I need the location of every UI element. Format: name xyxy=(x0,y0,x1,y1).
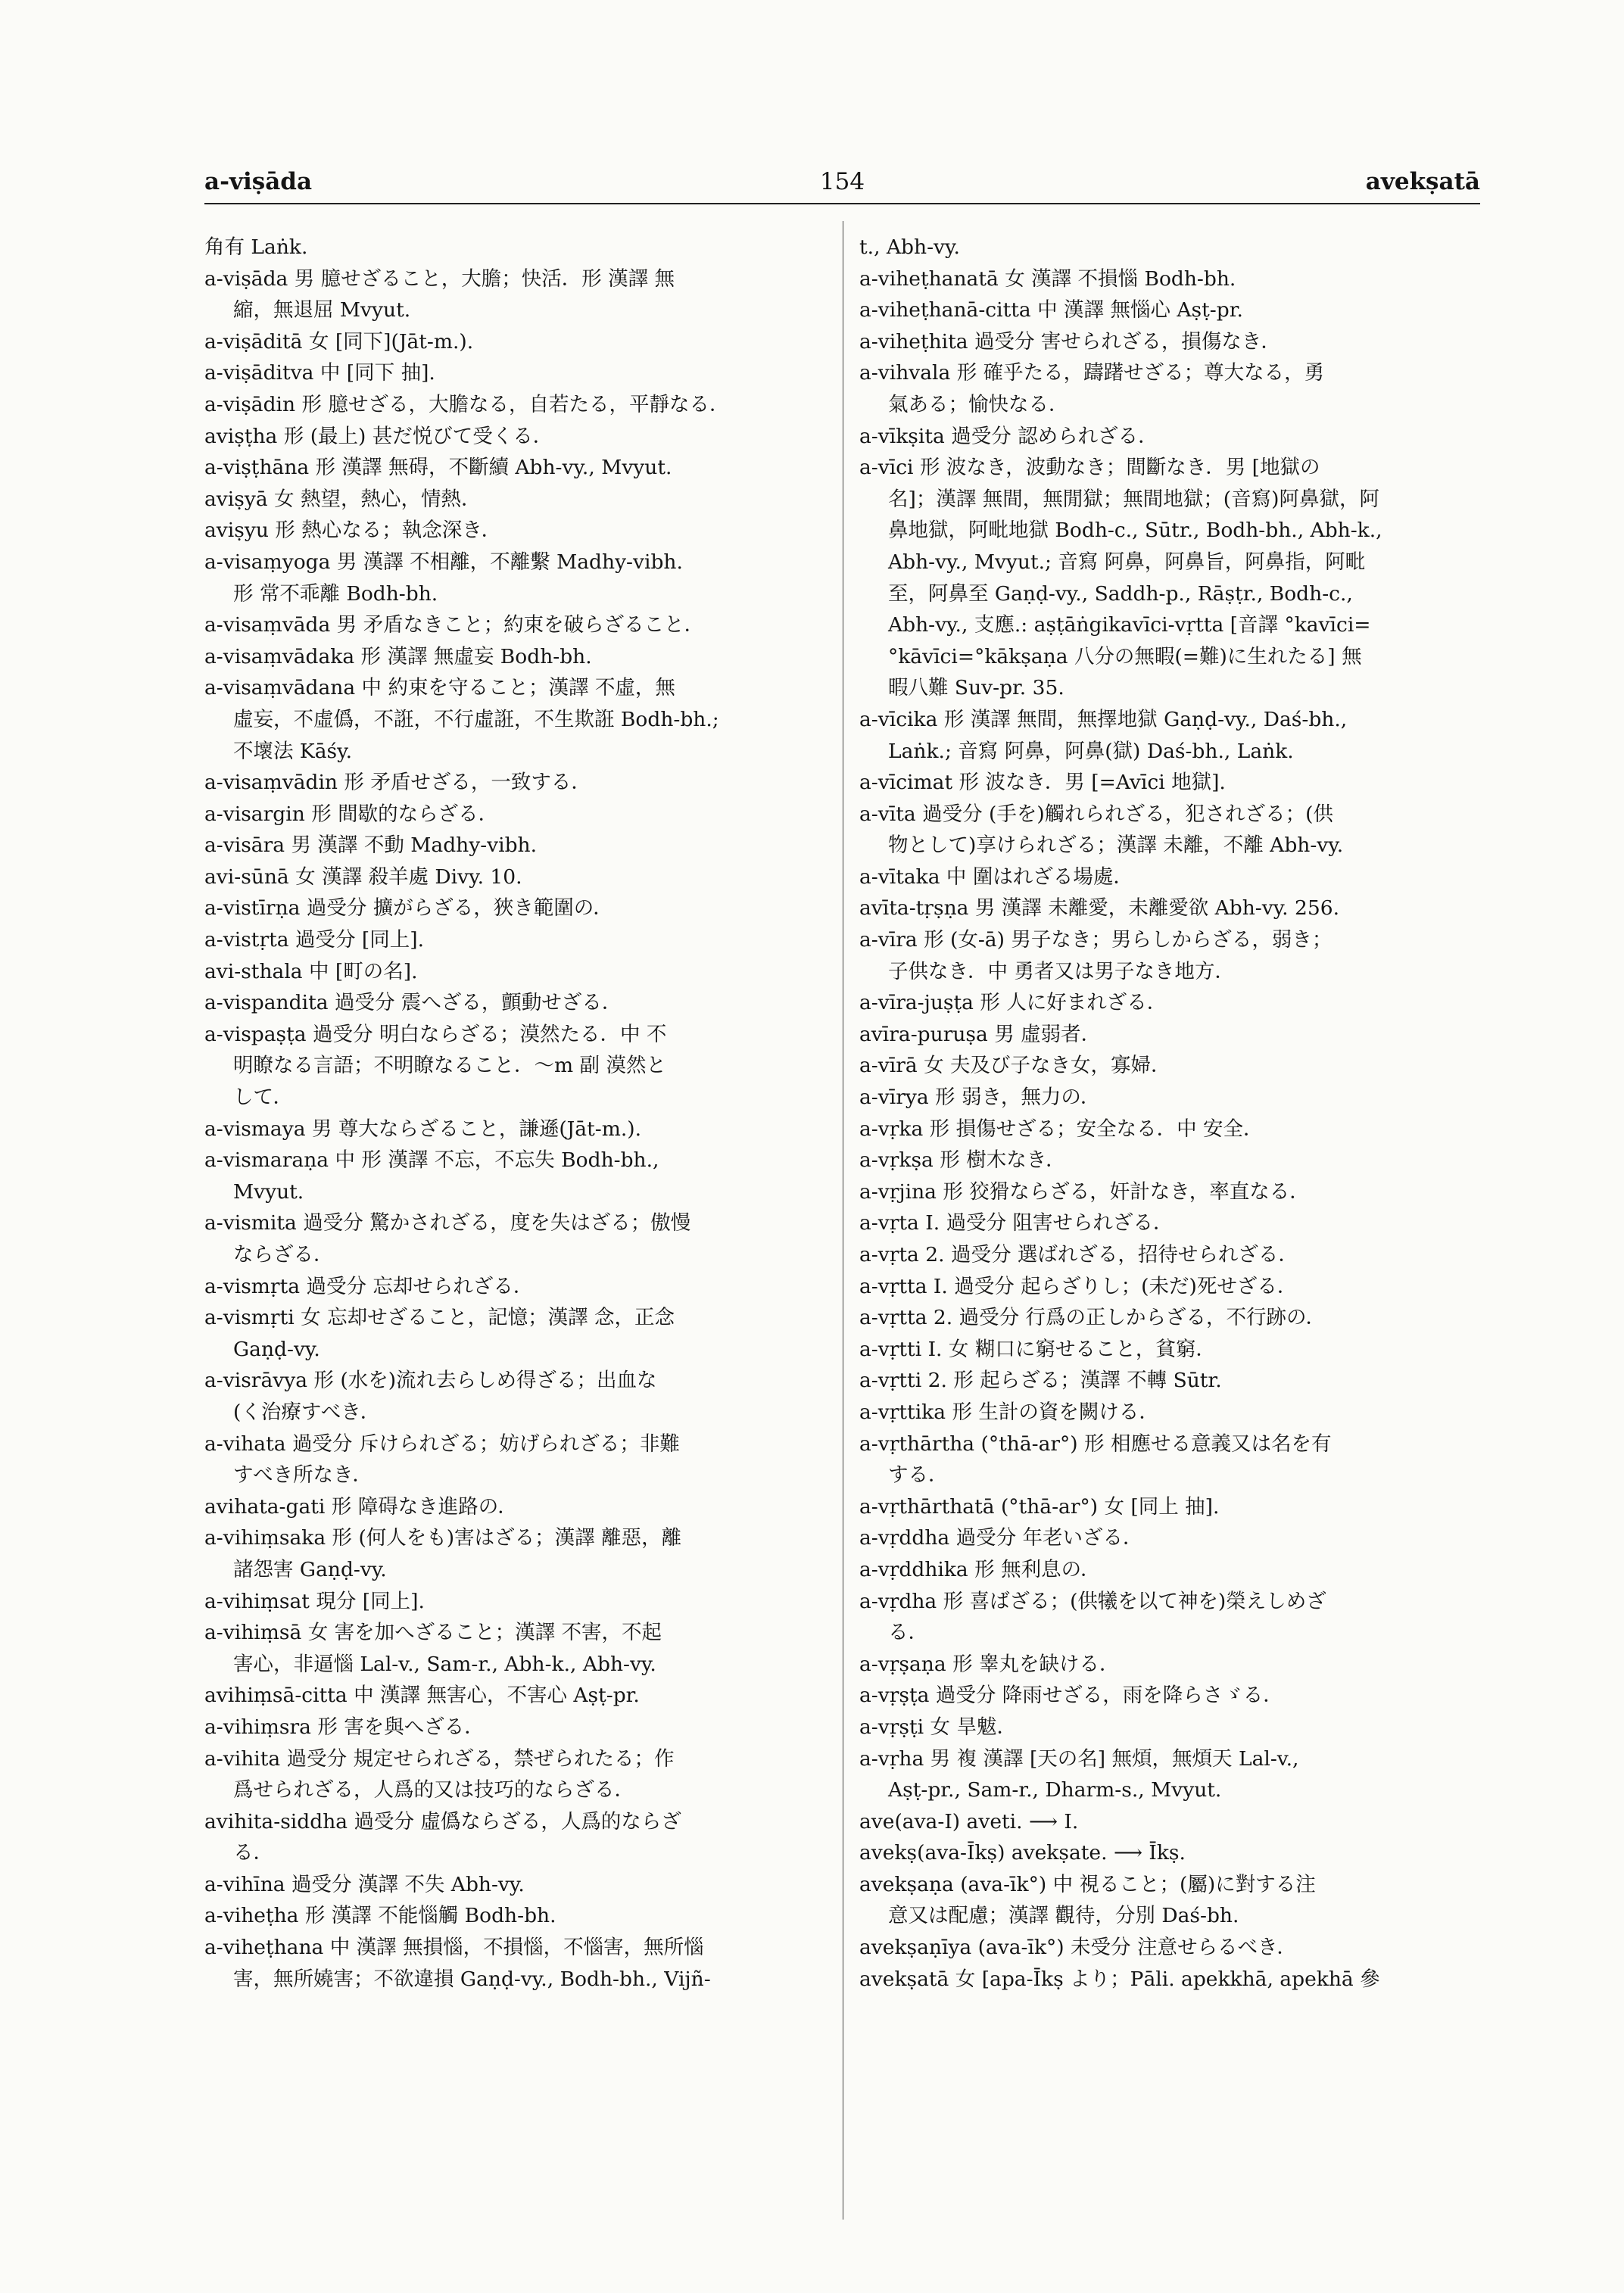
entry-line: avihiṃsā-citta 中 漢譯 無害心，不害心 Aṣṭ-pr. xyxy=(204,1684,640,1708)
dictionary-entry xyxy=(204,1019,818,1114)
entry-line: (く治療すべき． xyxy=(233,1400,381,1424)
entry-line: する． xyxy=(888,1463,949,1488)
entry-line: a-vṛthārtha (°thā-ar°) 形 相應せる意義又は名を有 xyxy=(859,1432,1332,1456)
entry-line: Gaṇḍ-vy. xyxy=(233,1337,320,1361)
entry-line: 明瞭なる言語；不明瞭なること．～m 副 漠然と xyxy=(233,1054,666,1078)
dictionary-entry xyxy=(204,1207,818,1270)
dictionary-entry xyxy=(204,799,818,830)
entry-line: a-vītaka 中 圍はれざる場處． xyxy=(859,865,1133,889)
entry-line: a-vismṛti 女 忘却せざること，記憶；漢譯 念，正念 xyxy=(204,1306,675,1330)
entry-line: a-vismaraṇa 中 形 漢譯 不忘，不忘失 Bodh-bh., xyxy=(204,1148,659,1173)
entry-line: 害，無所嬈害；不欲違損 Gaṇḍ-vy., Bodh-bh., Vijñ- xyxy=(233,1967,711,1991)
entry-line: °kāvīci=°kākṣaṇa 八分の無暇(=難)に生れたる] 無 xyxy=(888,644,1362,668)
entry-line: a-viṣāditā 女 [同下](Jāt-m.). xyxy=(204,329,474,354)
entry-line: a-vīci 形 波なき，波動なき；間斷なき．男 [地獄の xyxy=(859,456,1320,480)
entry-line: Abh-vy., Mvyut.; 音寫 阿鼻，阿鼻旨，阿鼻指，阿毗 xyxy=(888,550,1366,574)
dictionary-entry xyxy=(859,1176,1476,1208)
dictionary-entry xyxy=(859,1397,1476,1428)
dictionary-entry xyxy=(204,893,818,924)
entry-line: Aṣṭ-pr., Sam-r., Dharm-s., Mvyut. xyxy=(888,1778,1222,1802)
entry-line: a-vihīna 過受分 漢譯 不失 Abh-vy. xyxy=(204,1872,525,1896)
entry-line: avekṣatā 女 [apa-Īkṣ より；Pāli. apekkhā, apekhā 參 xyxy=(859,1967,1380,1991)
dictionary-entry xyxy=(204,421,818,453)
page-header xyxy=(204,168,1480,206)
entry-line: aviṣṭha 形 (最上) 甚だ悦びて受くる． xyxy=(204,424,553,448)
entry-line: a-vṛkṣa 形 樹木なき． xyxy=(859,1148,1066,1173)
entry-line: a-visaṃvādin 形 矛盾せざる，一致する． xyxy=(204,771,591,795)
entry-line: して． xyxy=(233,1086,293,1110)
dictionary-entry xyxy=(204,987,818,1019)
entry-line: a-vīrā 女 夫及び子なき女，寡婦． xyxy=(859,1054,1171,1078)
entry-line: a-vismaya 男 尊大ならざること，謙遜(Jāt-m.). xyxy=(204,1117,642,1141)
entry-line: 諸怨害 Gaṇḍ-vy. xyxy=(233,1557,387,1581)
page-number: 154 xyxy=(819,168,865,195)
dictionary-entry xyxy=(859,1554,1476,1586)
dictionary-entry xyxy=(859,326,1476,358)
dictionary-entry xyxy=(859,1114,1476,1145)
dictionary-entry xyxy=(204,547,818,609)
left-running-headword: a-viṣāda xyxy=(204,168,313,195)
entry-line: a-vihiṃsat 現分 [同上]. xyxy=(204,1589,425,1613)
entry-line: aviṣyā 女 熱望，熱心，情熱． xyxy=(204,487,482,511)
entry-line: a-vṛtta 2. 過受分 行爲の正しからざる，不行跡の． xyxy=(859,1306,1326,1330)
entry-line: avihita-siddha 過受分 虛僞ならざる，人爲的ならざ xyxy=(204,1809,681,1833)
entry-line: る． xyxy=(233,1841,273,1865)
entry-line: ならざる． xyxy=(233,1243,334,1266)
dictionary-entry xyxy=(859,1365,1476,1397)
entry-line: 暇八難 Suv-pr. 35. xyxy=(888,676,1064,700)
dictionary-entry xyxy=(204,1365,818,1428)
entry-line: a-vṛthārthatā (°thā-ar°) 女 [同上 抽]. xyxy=(859,1494,1220,1519)
dictionary-entry xyxy=(859,1491,1476,1523)
dictionary-entry xyxy=(859,1964,1476,1995)
entry-line: 意又は配慮；漢譯 觀待，分別 Daś-bh. xyxy=(888,1904,1239,1928)
dictionary-entry xyxy=(859,1586,1476,1649)
entry-line: avi-sūnā 女 漢譯 殺羊處 Divy. 10. xyxy=(204,865,522,889)
dictionary-entry xyxy=(859,1743,1476,1806)
entry-line: a-vṛjina 形 狡猾ならざる，奸計なき，率直なる． xyxy=(859,1179,1310,1204)
dictionary-entry xyxy=(859,893,1476,924)
entry-line: a-vispaṣṭa 過受分 明白ならざる；漠然たる．中 不 xyxy=(204,1022,667,1046)
entry-line: a-vīra-juṣṭa 形 人に好まれざる． xyxy=(859,991,1167,1015)
entry-line: avīta-tṛṣṇa 男 漢譯 未離愛，未離愛欲 Abh-vy. 256. xyxy=(859,896,1340,921)
dictionary-entry xyxy=(204,1869,818,1901)
entry-line: a-visargin 形 間歇的ならざる． xyxy=(204,802,499,826)
entry-line: a-vṛta 2. 過受分 選ばれざる，招待せられざる． xyxy=(859,1243,1298,1266)
entry-line: a-vṛha 男 複 漢譯 [天の名] 無煩，無煩天 Lal-v., xyxy=(859,1746,1299,1771)
entry-line: a-vṛddha 過受分 年老いざる． xyxy=(859,1526,1143,1550)
dictionary-entry xyxy=(859,1019,1476,1051)
entry-line: t., Abh-vy. xyxy=(859,235,960,259)
left-column xyxy=(204,232,818,1995)
entry-line: a-vistīrṇa 過受分 擴がらざる，狹き範圍の． xyxy=(204,896,613,921)
dictionary-entry xyxy=(859,294,1476,326)
dictionary-entry xyxy=(859,1932,1476,1964)
entry-line: 氣ある；愉快なる． xyxy=(888,392,1069,416)
entry-line: 爲せられざる，人爲的又は技巧的ならざる． xyxy=(233,1778,634,1802)
dictionary-entry xyxy=(204,1806,818,1869)
dictionary-entry xyxy=(204,609,818,641)
entry-line: 角有 Laṅk. xyxy=(204,235,308,259)
entry-line: a-viheṭhana 中 漢譯 無損惱，不損惱，不惱害，無所惱 xyxy=(204,1936,704,1960)
dictionary-entry xyxy=(204,1145,818,1207)
entry-line: a-viheṭhita 過受分 害せられざる，損傷なき． xyxy=(859,329,1281,354)
dictionary-entry xyxy=(204,1680,818,1712)
dictionary-entry xyxy=(204,641,818,673)
entry-line: 名]；漢譯 無間，無閒獄；無間地獄；(音寫)阿鼻獄，阿 xyxy=(888,487,1379,511)
dictionary-entry xyxy=(859,1334,1476,1366)
dictionary-entry xyxy=(859,1271,1476,1303)
entry-line: a-vihiṃsā 女 害を加へざること；漢譯 不害，不起 xyxy=(204,1621,662,1645)
entry-line: a-vṛddhika 形 無利息の． xyxy=(859,1557,1101,1581)
entry-line: a-visāra 男 漢譯 不動 Madhy-vibh. xyxy=(204,833,538,858)
entry-line: a-vismṛta 過受分 忘却せられざる． xyxy=(204,1274,534,1298)
entry-line: a-viṣāda 男 臆せざること，大膽；快活．形 漢譯 無 xyxy=(204,266,675,291)
dictionary-entry xyxy=(859,1522,1476,1554)
entry-line: a-vīra 形 (女-ā) 男子なき；男らしからざる，弱き； xyxy=(859,928,1333,952)
dictionary-entry xyxy=(859,1082,1476,1114)
dictionary-entry xyxy=(859,1806,1476,1838)
entry-line: 虛妄，不虛僞，不誑，不行虛誑，不生欺誑 Bodh-bh.; xyxy=(233,707,719,731)
dictionary-entry xyxy=(859,263,1476,295)
entry-line: a-visaṃvādaka 形 漢譯 無虛妄 Bodh-bh. xyxy=(204,644,592,668)
dictionary-entry xyxy=(204,326,818,358)
dictionary-entry xyxy=(204,830,818,861)
entry-line: a-viṣāditva 中 [同下 抽]. xyxy=(204,361,435,385)
entry-line: avi-sthala 中 [町の名]. xyxy=(204,959,418,983)
entry-line: Laṅk.; 音寫 阿鼻，阿鼻(獄) Daś-bh., Laṅk. xyxy=(888,739,1294,763)
entry-line: a-vṛtta I. 過受分 起らざりし；(未だ)死せざる． xyxy=(859,1274,1298,1298)
dictionary-entry xyxy=(204,1900,818,1932)
dictionary-entry xyxy=(859,1050,1476,1082)
entry-line: a-viheṭha 形 漢譯 不能惱觸 Bodh-bh. xyxy=(204,1904,556,1928)
entry-line: a-vistṛta 過受分 [同上]. xyxy=(204,928,425,952)
entry-line: 不壞法 Kāśy. xyxy=(233,739,352,763)
entry-line: 鼻地獄，阿毗地獄 Bodh-c., Sūtr., Bodh-bh., Abh-k., xyxy=(888,519,1382,543)
entry-line: a-vṛtti 2. 形 起らざる；漢譯 不轉 Sūtr. xyxy=(859,1369,1222,1393)
dictionary-entry xyxy=(859,357,1476,420)
dictionary-entry xyxy=(204,672,818,767)
dictionary-entry xyxy=(859,1302,1476,1334)
entry-line: a-viṣṭhāna 形 漢譯 無碍，不斷續 Abh-vy., Mvyut. xyxy=(204,456,672,480)
entry-line: 害心，非逼惱 Lal-v., Sam-r., Abh-k., Abh-vy. xyxy=(233,1652,656,1676)
dictionary-entry xyxy=(204,1712,818,1743)
dictionary-entry xyxy=(204,1617,818,1680)
entry-line: a-vīrya 形 弱き，無力の． xyxy=(859,1086,1101,1110)
entry-line: 形 常不乖離 Bodh-bh. xyxy=(233,581,438,606)
dictionary-entry xyxy=(859,1837,1476,1869)
entry-line: a-vismita 過受分 驚かされざる，度を失はざる；傲慢 xyxy=(204,1211,691,1235)
entry-line: a-vṛttika 形 生計の資を闕ける． xyxy=(859,1400,1159,1424)
dictionary-entry xyxy=(859,1649,1476,1681)
dictionary-entry xyxy=(859,1145,1476,1176)
entry-line: a-visaṃvādana 中 約束を守ること；漢譯 不虛，無 xyxy=(204,676,675,700)
dictionary-entry xyxy=(859,987,1476,1019)
dictionary-entry xyxy=(859,452,1476,704)
entry-line: avihata-gati 形 障碍なき進路の． xyxy=(204,1494,518,1519)
entry-line: a-vīcika 形 漢譯 無間，無擇地獄 Gaṇḍ-vy., Daś-bh., xyxy=(859,707,1348,731)
entry-line: ave(ava-I) aveti. ⟶ I. xyxy=(859,1809,1079,1833)
dictionary-entry xyxy=(859,1239,1476,1271)
entry-line: a-vṛdha 形 喜ばざる；(供犧を以て神を)榮えしめざ xyxy=(859,1589,1326,1613)
entry-line: a-vṛṣaṇa 形 睾丸を缺ける． xyxy=(859,1652,1120,1676)
dictionary-entry xyxy=(204,357,818,389)
dictionary-entry xyxy=(204,1302,818,1365)
dictionary-entry xyxy=(859,1680,1476,1712)
entry-line: a-vihata 過受分 斥けられざる；妨げられざる；非難 xyxy=(204,1432,680,1456)
dictionary-entry xyxy=(204,263,818,326)
dictionary-entry xyxy=(204,767,818,799)
entry-line: a-vispandita 過受分 震へざる，顫動せざる． xyxy=(204,991,622,1015)
entry-line: a-vīcimat 形 波なき．男 [=Avīci 地獄]. xyxy=(859,771,1226,795)
dictionary-entry xyxy=(204,515,818,547)
entry-line: a-vṛṣṭa 過受分 降雨せざる，雨を降らさゞる． xyxy=(859,1684,1283,1708)
entry-line: avekṣaṇa (ava-īk°) 中 視ること；(屬)に對する注 xyxy=(859,1872,1316,1896)
entry-line: a-visaṃvāda 男 矛盾なきこと；約束を破らざること． xyxy=(204,613,705,637)
dictionary-entry xyxy=(859,1207,1476,1239)
entry-line: る． xyxy=(888,1621,928,1645)
right-column xyxy=(859,232,1476,1995)
dictionary-entry xyxy=(859,767,1476,799)
entry-line: a-viṣādin 形 臆せざる，大膽なる，自若たる，平靜なる． xyxy=(204,392,730,416)
dictionary-entry xyxy=(204,861,818,893)
entry-line: a-viheṭhanatā 女 漢譯 不損惱 Bodh-bh. xyxy=(859,266,1236,291)
entry-line: a-vṛṣṭi 女 旱魃． xyxy=(859,1715,1017,1739)
dictionary-entry xyxy=(204,1428,818,1491)
dictionary-entry xyxy=(204,924,818,956)
entry-line: avekṣ(ava-Īkṣ) avekṣate. ⟶ Īkṣ. xyxy=(859,1841,1186,1865)
dictionary-entry xyxy=(204,1743,818,1806)
dictionary-entry xyxy=(859,1869,1476,1932)
dictionary-entry xyxy=(859,704,1476,767)
dictionary-entry xyxy=(204,232,818,263)
dictionary-entry xyxy=(204,956,818,988)
dictionary-entry xyxy=(204,1586,818,1618)
entry-line: a-vṛtti I. 女 糊口に窮せること，貧窮． xyxy=(859,1337,1216,1361)
entry-line: avīra-puruṣa 男 虛弱者． xyxy=(859,1022,1102,1046)
dictionary-entry xyxy=(859,1712,1476,1743)
entry-line: a-visrāvya 形 (水を)流れ去らしめ得ざる；出血な xyxy=(204,1369,657,1393)
entry-line: a-vihiṃsaka 形 (何人をも)害はざる；漢譯 離惡，離 xyxy=(204,1526,682,1550)
entry-line: a-vihvala 形 確乎たる，躊躇せざる；尊大なる，勇 xyxy=(859,361,1325,385)
dictionary-entry xyxy=(859,232,1476,263)
entry-line: a-vṛka 形 損傷せざる；安全なる．中 安全． xyxy=(859,1117,1264,1141)
header-rule xyxy=(204,203,1480,204)
entry-line: a-viheṭhanā-citta 中 漢譯 無惱心 Aṣṭ-pr. xyxy=(859,298,1243,322)
dictionary-entry xyxy=(204,1522,818,1585)
entry-line: a-vīkṣita 過受分 認められざる． xyxy=(859,424,1158,448)
dictionary-entry xyxy=(204,1271,818,1303)
entry-line: Abh-vy., 支應.: aṣṭāṅgikavīci-vṛtta [音譯 °kavīci= xyxy=(888,613,1371,637)
entry-line: 物として)享けられざる；漢譯 未離，不離 Abh-vy. xyxy=(888,833,1344,858)
dictionary-entry xyxy=(204,1932,818,1995)
entry-line: a-vihita 過受分 規定せられざる，禁ぜられたる；作 xyxy=(204,1746,675,1771)
dictionary-entry xyxy=(859,421,1476,453)
entry-line: a-vihiṃsra 形 害を與へざる． xyxy=(204,1715,485,1739)
dictionary-entry xyxy=(204,1114,818,1145)
entry-line: a-vṛta I. 過受分 阻害せられざる． xyxy=(859,1211,1174,1235)
dictionary-entry xyxy=(859,1428,1476,1491)
dictionary-entry xyxy=(859,799,1476,861)
dictionary-entry xyxy=(204,452,818,484)
entry-line: avekṣaṇīya (ava-īk°) 未受分 注意せらるべき． xyxy=(859,1936,1297,1960)
dictionary-entry xyxy=(204,389,818,421)
dictionary-entry xyxy=(204,484,818,516)
entry-line: aviṣyu 形 熱心なる；執念深き． xyxy=(204,519,502,543)
dictionary-entry xyxy=(859,924,1476,987)
entry-line: すべき所なき． xyxy=(233,1463,372,1488)
entry-line: Mvyut. xyxy=(233,1179,304,1204)
entry-line: 子供なき．中 勇者又は男子なき地方． xyxy=(888,959,1235,983)
dictionary-entry xyxy=(859,861,1476,893)
entry-line: a-vīta 過受分 (手を)觸れられざる，犯されざる；(供 xyxy=(859,802,1334,826)
right-running-headword: avekṣatā xyxy=(1365,168,1480,195)
dictionary-entry xyxy=(204,1491,818,1523)
entry-line: 至，阿鼻至 Gaṇḍ-vy., Saddh-p., Rāṣṭr., Bodh-c., xyxy=(888,581,1353,606)
entry-line: a-visaṃyoga 男 漢譯 不相離，不離繫 Madhy-vibh. xyxy=(204,550,683,574)
entry-line: 縮，無退屈 Mvyut. xyxy=(233,298,411,322)
